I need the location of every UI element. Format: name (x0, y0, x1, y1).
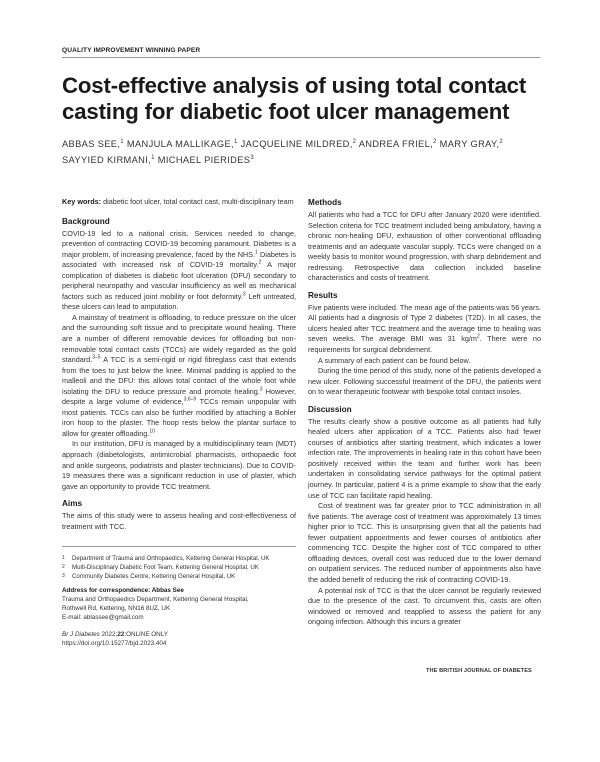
correspondence: Address for correspondence: Abbas See Trauma and Orthopaedics Department, Kettering General Hospital, Rothwell Rd, Kettering, NN16 8UZ, UK E-mail: ablassee@gmail.com (62, 587, 249, 622)
affiliations-divider (62, 546, 296, 547)
article-title (62, 73, 542, 125)
discussion-paragraph-2: Cost of treatment was far greater prior to TCC administration in all five patients. The average cost of treatment was approximately 13 times higher prior to TCC. This is unsurprising given that all the patients had fewer outpatient appointments and fewer courses of antibiotics after commencing TCC. Despite the higher cost of TCC compared to other offloading devices, overall cost was reduced due to the lower demand on outpatient services. The reduced number of appointments also have the added benefit of reducing the risk of contracting COVID-19. (308, 501, 541, 584)
results-paragraph-2: A summary of each patient can be found below. (318, 355, 471, 365)
background-paragraph-2: A mainstay of treatment is offloading, to reduce pressure on the ulcer and the surrounding soft tissue and to precipitate wound healing. There are a number of different removable devices for offloading but non-removable total contact casts (TCCs) are widely regarded as the gold standard.$^{3-5}$ A TCC is a semi-rigid or rigid fibreglass cast that extends from the toes to just below the knee. Minimal padding is applied to the malleoli and the DFU: this allows total contact of the whole foot while isolating the DFU to reduce pressure and promote healing.$^3$ However, despite a large volume of evidence,$^{3,6-9}$ TCCs remain unpopular with most patients. TCCs can also be further modified by attaching a Bohler iron hoop to the plaster. The hoop rests below the plantar surface to allow for greater offloading.$^{10}$ (62, 312, 296, 438)
results-paragraph-1: Five patients were included. The mean age of the patients was 56 years. All patients had a diagnosis of Type 2 diabetes (T2D). In all cases, the ulcers healed after TCC treatment and the average time to healing was seven weeks. The average BMI was 31 $kg/m^2$. There were no requirements for surgical debridement. (308, 302, 541, 355)
aims-paragraph: The aims of this study were to assess healing and cost-effectiveness of treatment with TCC. (62, 511, 296, 531)
results-paragraph-3: During the time period of this study, none of the patients developed a new ulcer. Following successful treatment of the DFU, the patients went on to wear therapeutic footwear with bespoke total contact insoles. (308, 366, 541, 397)
keywords (62, 197, 296, 208)
left-column (62, 197, 296, 648)
keywords-text: diabetic foot ulcer, total contact cast, multi-disciplinary team (103, 197, 294, 206)
author: ANDREA FRIEL,$^2$ (358, 138, 437, 149)
author: MARY GRAY,$^2$ (439, 138, 504, 149)
author: MICHAEL PIERIDES$^3$ (157, 154, 255, 165)
discussion-paragraph-3: A potential risk of TCC is that the ulcer cannot be regularly reviewed due to the presence of the cast. To circumvent this, casts are often windowed or removed and reapplied to assess the patient for any ongoing infection. Although this incurs a greater (308, 585, 541, 627)
correspondence-email[interactable]: E-mail: ablassee@gmail.com (62, 614, 144, 622)
affiliation: 2 Multi-Disciplinary Diabetic Foot Team, Kettering General Hospital, UK (62, 564, 259, 572)
author: MANJULA MALLIKAGE,$^1$ (126, 138, 238, 149)
background-paragraph-1: COVID-19 led to a national crisis. Services needed to change, prevention of contracting COVID-19 becoming paramount. Diabetes is a major problem, of increasing prevalence, faced by the NHS.$^1$ Diabetes is associated with increased risk of COVID-19 mortality.$^2$ A major complication of diabetes is diabetic foot ulceration (DFU) secondary to peripheral neuropathy and vascular insufficiency as well as mechanical factors such as reduced joint mobility or foot deformity.$^3$ Left untreated, these ulcers can lead to amputation. (62, 228, 296, 312)
title-line-2: casting for diabetic foot ulcer management (62, 99, 510, 124)
results-heading: Results (308, 290, 338, 300)
author: ABBAS SEE,$^1$ (62, 138, 124, 149)
journal-footer: THE BRITISH JOURNAL OF DIABETES (426, 668, 532, 674)
affiliation: 1 Department of Trauma and Orthopaedics, Kettering General Hospital, UK (62, 555, 270, 563)
author: JACQUELINE MILDRED,$^2$ (240, 138, 357, 149)
discussion-heading: Discussion (308, 404, 352, 414)
methods-heading: Methods (308, 198, 342, 207)
affiliation: 3 Community Diabetes Centre, Kettering General Hospital, UK (62, 573, 236, 581)
header-divider (62, 57, 540, 58)
aims-heading: Aims (62, 499, 83, 509)
author: SAYYIED KIRMANI,$^1$ (62, 154, 155, 165)
citation: Br J Diabetes 2022;22:ONLINE ONLY https://doi.org/10.15277/bjd.2023.404 (62, 631, 168, 648)
title-line-1: Cost-effective analysis of using total contact (62, 73, 527, 98)
affiliations (62, 554, 296, 581)
discussion-paragraph-1: The results clearly show a positive outcome as all patients had fully healed ulcers after application of a TCC. Patients also had fewer courses of antibiotics after starting treatment, which indicates a lower infection rate. The improvements in healing rate in this cohort have been positively received within the team and further work has been undertaken in consolidating service pathways for the optimal patient journey. In particular, patient 4 is a prime example to show that the early use of TCC can facilitate rapid healing. (308, 416, 541, 500)
right-column (308, 197, 541, 628)
author-list (62, 137, 542, 168)
correspondence-label: Address for correspondence: Abbas See (62, 587, 184, 595)
section-label: QUALITY IMPROVEMENT WINNING PAPER (62, 47, 201, 54)
background-heading: Background (62, 216, 110, 226)
background-paragraph-3: In our institution, DFU is managed by a multidisciplinary team (MDT) approach (diabetologists, antimicrobial pharmacists, orthopaedic foot and ankle surgeons, podiatrists and plaster technicians). Due to COVID-19 measures there was a significant reduction in use of plaster, which gave an opportunity to provide TCC treatment. (62, 439, 296, 491)
keywords-label: Key words: (62, 197, 102, 206)
methods-paragraph: All patients who had a TCC for DFU after January 2020 were identified. Selection criteria for TCC treatment included being ambulatory, having a chronic non-healing DFU, exhaustion of other conventional offloading treatments and an adequate vascular supply. TCCs were changed on a weekly basis to monitor wound progression, with sharp debridement and redressing. Retrospective data collection included baseline characteristics and costs of treatment. (308, 210, 541, 283)
doi-link[interactable]: https://doi.org/10.15277/bjd.2023.404 (62, 640, 167, 648)
